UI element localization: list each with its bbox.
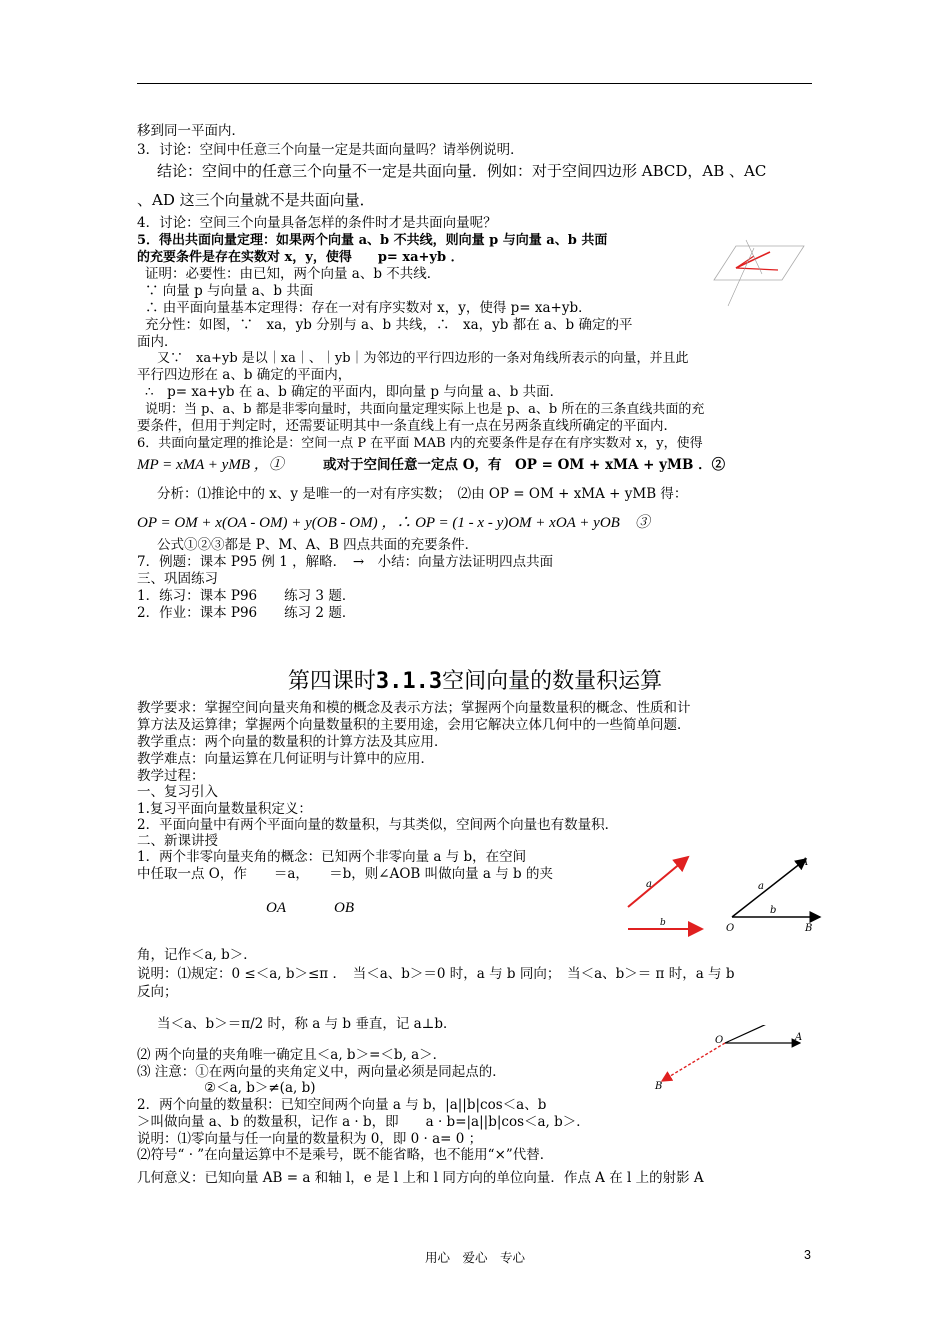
text-line: 6．共面向量定理的推论是：空间一点 P 在平面 MAB 内的充要条件是存在有序实数对 x，y，使得 <box>137 436 703 451</box>
text-line: ＞叫做向量 a、b 的数量积，记作 a · b，即 a · b=|a||b|cos＜a, b＞． <box>137 1114 590 1130</box>
text-line: 面内． <box>137 334 178 350</box>
text-line: 当＜a、b＞＝π/2 时，称 a 与 b 垂直，记 a⊥b． <box>157 1016 457 1032</box>
fig-label-b2: b <box>770 905 777 916</box>
fig-label-o: O <box>726 923 735 934</box>
text-line: 二、新课讲授 <box>137 833 218 849</box>
text-line: 教学难点：向量运算在几何证明与计算中的应用． <box>137 751 434 767</box>
fig-label-a: a <box>646 879 652 890</box>
text-line: 1．两个非零向量夹角的概念：已知两个非零向量 a 与 b，在空间 <box>137 849 527 865</box>
text-line: 中任取一点 O，作 ＝a， ＝b，则∠AOB 叫做向量 a 与 b 的夹 <box>137 866 553 882</box>
text-line: 1．练习：课本 P96 练习 3 题． <box>137 588 356 604</box>
text-line: 一、复习引入 <box>137 784 218 800</box>
text-line: 教学重点：两个向量的数量积的计算方法及其应用． <box>137 734 448 750</box>
fig-label-B: B <box>655 1081 663 1092</box>
equation-1: MP = xMA + yMB ，① <box>137 457 284 473</box>
text-line: 结论：空间中的任意三个向量不一定是共面向量．例如：对于空间四边形 ABCD，AB 、AC <box>157 162 767 180</box>
text-line: 移到同一平面内． <box>137 123 245 139</box>
text-line: ⑵符号“ · ”在向量运算中不是乘号，既不能省略，也不能用“×”代替． <box>137 1147 554 1163</box>
text-line: 7．例题：课本 P95 例 1 ，解略． → 小结：向量方法证明四点共面 <box>137 554 554 570</box>
fig-label-A: A <box>795 1032 803 1043</box>
fig-label-a2: a <box>758 881 764 892</box>
theorem-line: 5．得出共面向量定理：如果两个向量 a、b 不共线，则向量 p 与向量 a、b 共面 <box>137 233 608 248</box>
text-line: 算方法及运算律；掌握两个向量数量积的主要用途，会用它解决立体几何中的一些简单问题． <box>137 717 691 733</box>
coplanar-figure <box>706 238 811 308</box>
vector-ob-label: OB <box>334 900 354 916</box>
text-line: ∴ p= xa+yb 在 a、b 确定的平面内，即向量 p 与向量 a、b 共面． <box>145 384 564 400</box>
text-line: 证明：必要性：由已知，两个向量 a、b 不共线． <box>145 266 441 282</box>
text-line: 说明：当 p、a、b 都是非零向量时，共面向量定理实际上也是 p、a、b 所在的三条直线共面的充 <box>145 402 705 417</box>
text-line: 2．两个向量的数量积：已知空间两个向量 a 与 b，|a||b|cos＜a、b <box>137 1097 547 1113</box>
header-rule <box>137 83 812 84</box>
angle-figure <box>620 845 830 940</box>
text-line: 反向； <box>137 984 178 1000</box>
text-line: 角，记作＜a, b＞． <box>137 947 257 963</box>
fig-label-b: b <box>660 918 666 928</box>
text-line: 分析：⑴推论中的 x、y 是唯一的一对有序实数； ⑵由 OP = OM + xMA + yMB 得： <box>157 486 688 502</box>
text-line: ⑵ 两个向量的夹角唯一确定且＜a, b＞=＜b, a＞． <box>137 1047 447 1063</box>
vector-oa-label: OA <box>266 900 286 916</box>
text-line: 几何意义：已知向量 AB = a 和轴 l，e 是 l 上和 l 同方向的单位向量．作点 A 在 l 上的射影 A <box>137 1170 704 1186</box>
text-line: 4．讨论：空间三个向量具备怎样的条件时才是共面向量呢？ <box>137 215 497 231</box>
text-line: 教学过程： <box>137 768 205 784</box>
title-part: 第四课时 <box>287 669 376 694</box>
text-line: ⑶ 注意：①在两向量的夹角定义中，两向量必须是同起点的． <box>137 1064 506 1080</box>
text-line: 充分性：如图，∵ xa，yb 分别与 a、b 共线，∴ xa，yb 都在 a、b 确定的平 <box>145 317 633 333</box>
text-line: 要条件，但用于判定时，还需要证明其中一条直线上有一点在另两条直线所确定的平面内． <box>137 418 677 434</box>
lesson-title <box>0 668 950 696</box>
equation-2: OP = OM + x(OA - OM) + y(OB - OM) ，∴ OP = (1 - x - y)OM + xOA + yOB ③ <box>137 515 650 531</box>
text-line: 说明：⑴规定：0 ≤＜a, b＞≤π ． 当＜a、b＞＝0 时，a 与 b 同向； 当＜a、b＞＝ π 时，a 与 b <box>137 966 735 982</box>
text-line: 说明：⑴零向量与任一向量的数量积为 0，即 0 · a= 0 ； <box>137 1131 483 1147</box>
equation-1b: 或对于空间任意一定点 O，有 OP = OM + xMA + yMB ．② <box>323 457 726 473</box>
projection-figure <box>640 1025 820 1095</box>
text-line: 教学要求：掌握空间向量夹角和模的概念及表示方法；掌握两个向量数量积的概念、性质和计 <box>137 700 691 716</box>
page-number: 3 <box>804 1248 811 1262</box>
text-line: 公式①②③都是 P、M、A、B 四点共面的充要条件． <box>157 537 479 553</box>
text-line: 3．讨论：空间中任意三个向量一定是共面向量吗？请举例说明． <box>137 142 524 158</box>
fig-label-B: B <box>805 923 813 934</box>
text-line: ∴ 由平面向量基本定理得：存在一对有序实数对 x，y，使得 p= xa+yb． <box>145 300 592 316</box>
text-line: 2．平面向量中有两个平面向量的数量积，与其类似，空间两个向量也有数量积． <box>137 817 619 833</box>
title-part: 空间向量的数量积运算 <box>442 669 663 694</box>
text-line: ∵ 向量 p 与向量 a、b 共面 <box>145 283 314 299</box>
text-line: 又∵ xa+yb 是以｜xa｜、｜yb｜为邻边的平行四边形的一条对角线所表示的向量，并且此 <box>157 351 689 366</box>
text-line: 平行四边形在 a、b 确定的平面内， <box>137 367 352 383</box>
text-line: 三、巩固练习 <box>137 571 218 587</box>
text-line: 、AD 这三个向量就不是共面向量． <box>137 191 375 209</box>
title-number: 3.1.3 <box>375 669 443 694</box>
text-line: ②＜a, b＞≠(a, b) <box>204 1080 316 1096</box>
footer: 用心 爱心 专心 <box>424 1250 525 1265</box>
text-line: 2．作业：课本 P96 练习 2 题． <box>137 605 356 621</box>
text-line: 1.复习平面向量数量积定义： <box>137 801 312 817</box>
fig-label-o: O <box>715 1035 724 1046</box>
theorem-line: 的充要条件是存在实数对 x，y，使得 p= xa+yb ． <box>137 250 464 265</box>
fig-label-A: A <box>801 857 809 868</box>
